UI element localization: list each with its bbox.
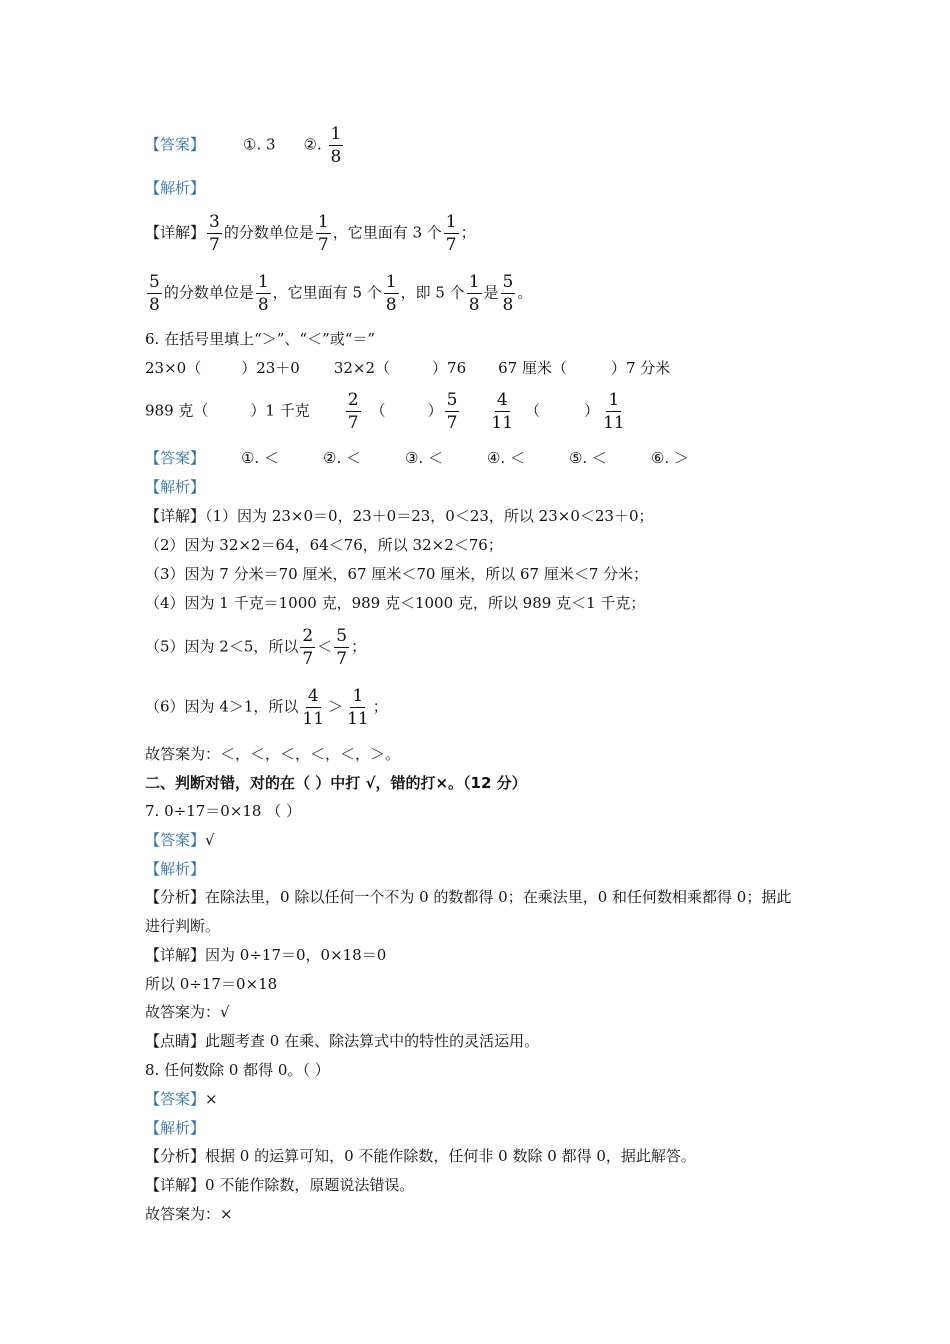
fraction-5-8: $\frac{5}{8}$: [149, 272, 160, 315]
analysis-tag-8: 【解析】: [145, 1119, 206, 1137]
question-6-row-2: 989 克（ ）1 千克 $\frac{2}{7}$ （ ） $\frac{5}{7}$ $\frac{4}{11}$ （ ） $\frac{1}{11}$: [145, 390, 625, 433]
answer-line-1: [145, 124, 345, 167]
question-7: 7. 0÷17＝0×18 （ ）: [145, 802, 302, 820]
detail-tag: 【详解】: [145, 223, 206, 242]
comment-7: 【点睛】此题考查 0 在乘、除法算式中的特性的灵活运用。: [145, 1032, 540, 1050]
analysis-7-line-2: 进行判断。: [145, 917, 221, 935]
answer-1: ①. 3: [243, 135, 276, 154]
fraction-1-8: $\frac{1}{8}$: [330, 124, 342, 167]
summary-8: 故答案为：×: [145, 1205, 233, 1223]
fraction-2-7: $\frac{2}{7}$: [347, 390, 359, 433]
answer-tag: 【答案】: [145, 135, 206, 154]
fraction-4-11: $\frac{4}{11}$: [491, 390, 514, 433]
section-2-title: 二、判断对错，对的在（ ）中打 √，错的打×。（12 分）: [145, 774, 527, 792]
question-8: 8. 任何数除 0 都得 0。（ ）: [145, 1061, 330, 1079]
analysis-8: 【分析】根据 0 的运算可知，0 不能作除数，任何非 0 数除 0 都得 0，据此解答。: [145, 1147, 696, 1165]
fraction-1-11: $\frac{1}{11}$: [603, 390, 625, 433]
detail-6-line-2: （2）因为 32×2＝64，64＜76，所以 32×2＜76；: [145, 536, 503, 554]
detail-7-so: 所以 0÷17＝0×18: [145, 975, 278, 993]
analysis-tag-6: 【解析】: [145, 478, 206, 496]
detail-6-line-1: 【详解】（1）因为 23×0＝0，23＋0＝23，0＜23，所以 23×0＜23＋0；: [145, 507, 654, 525]
fraction-5-8: $\frac{5}{8}$: [502, 272, 514, 315]
detail-8: 【详解】0 不能作除数，原题说法错误。: [145, 1176, 415, 1194]
question-6-title: 6. 在括号里填上“＞”、“＜”或“＝”: [145, 330, 376, 348]
question-6-row-1: 23×0（ ）23＋0 32×2（ ）76 67 厘米（ ）7 分米: [145, 359, 671, 377]
fraction-1-7: $\frac{1}{7}$: [317, 212, 329, 255]
detail-6-line-4: （4）因为 1 千克＝1000 克，989 克＜1000 克，所以 989 克＜1 千克；: [145, 594, 646, 612]
detail-7: 【详解】因为 0÷17＝0，0×18＝0: [145, 946, 387, 964]
detail-6-line-5: （5）因为 2＜5，所以 $\frac{2}{7}$ ＜ $\frac{5}{7}$ ；: [145, 626, 367, 669]
answer-6: 【答案】 ①. ＜ ②. ＜ ③. ＜ ④. ＜ ⑤. ＜ ⑥. ＞: [145, 449, 689, 467]
fraction-1-8: $\frac{1}{8}$: [257, 272, 269, 315]
fraction-1-8: $\frac{1}{8}$: [385, 272, 397, 315]
fraction-5-7: $\frac{5}{7}$: [446, 390, 458, 433]
summary-6: 故答案为：＜，＜，＜，＜，＜，＞。: [145, 745, 401, 763]
detail-line-5-8: $\frac{5}{8}$ 的分数单位是 $\frac{1}{8}$ ，它里面有 5 个 $\frac{1}{8}$ ，即 5 个 $\frac{1}{8}$ 是 $\frac{5}{8}$ 。: [149, 272, 533, 315]
analysis-tag-7: 【解析】: [145, 860, 206, 878]
answer-7: 【答案】√: [145, 831, 215, 849]
analysis-tag: 【解析】: [145, 179, 206, 197]
fraction-3-7: $\frac{3}{7}$: [209, 212, 220, 255]
detail-6-line-6: （6）因为 4＞1，所以 $\frac{4}{11}$ ＞ $\frac{1}{11}$ ；: [145, 686, 388, 729]
answer-8: 【答案】×: [145, 1090, 218, 1108]
detail-6-line-3: （3）因为 7 分米＝70 厘米，67 厘米＜70 厘米，所以 67 厘米＜7 分米；: [145, 565, 649, 583]
analysis-7-line-1: 【分析】在除法里，0 除以任何一个不为 0 的数都得 0；在乘法里，0 和任何数相乘都得 0；据此: [145, 888, 792, 906]
detail-line-3-7: 【详解】 $\frac{3}{7}$ 的分数单位是 $\frac{1}{7}$ ，它里面有 3 个 $\frac{1}{7}$ ；: [145, 212, 476, 255]
answer-2-prefix: ②.: [303, 135, 322, 154]
fraction-1-8: $\frac{1}{8}$: [468, 272, 480, 315]
summary-7: 故答案为：√: [145, 1003, 230, 1021]
fraction-1-7: $\frac{1}{7}$: [445, 212, 457, 255]
